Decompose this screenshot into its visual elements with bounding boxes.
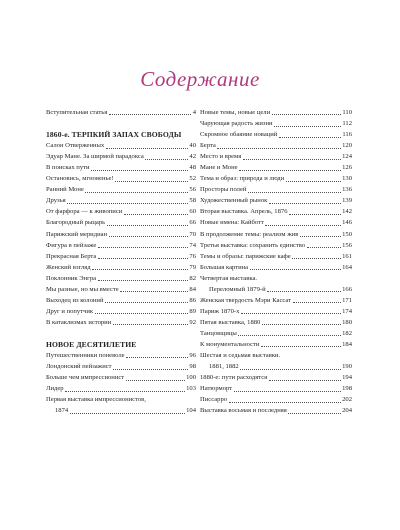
toc-entry: [46, 162, 196, 173]
toc-entry-page: 194: [342, 374, 352, 382]
toc-entry-page: 174: [342, 307, 352, 315]
toc-entry-page: 110: [342, 109, 352, 116]
toc-entry-page: 184: [342, 340, 352, 348]
toc-entry-title: Новые имена: Кайботт: [200, 219, 264, 227]
toc-entry-page: 103: [186, 385, 196, 393]
dot-leader: [217, 148, 340, 149]
section-heading-new-decade: НОВОЕ ДЕСЯТИЛЕТИЕ: [46, 339, 137, 349]
toc-entry: [200, 361, 352, 372]
toc-entry-page: 112: [342, 120, 352, 128]
toc-left-column: [46, 107, 196, 416]
toc-entry: [200, 129, 352, 140]
toc-entry-title: Путешественники поневоле: [46, 352, 125, 360]
toc-entry: [200, 229, 352, 240]
toc-entry: [46, 229, 196, 240]
dot-leader: [145, 159, 188, 160]
toc-entry-title: Мане и Моне: [200, 164, 238, 172]
dot-leader: [234, 391, 341, 392]
toc-entry: [46, 273, 196, 284]
toc-entry-page: 198: [342, 385, 352, 393]
dot-leader: [107, 225, 188, 226]
toc-entry-title: Прекрасная Берта: [46, 252, 97, 260]
toc-entry-page: 52: [189, 175, 196, 183]
toc-entry-title: 1874: [55, 407, 69, 415]
toc-entry-page: 124: [342, 153, 352, 161]
dot-leader: [92, 269, 188, 270]
toc-entry: [46, 240, 196, 251]
toc-entry-title: Выставка восьмая и последняя: [200, 407, 287, 415]
toc-entry: [46, 350, 196, 361]
dot-leader: [85, 192, 188, 193]
toc-entry: [46, 184, 196, 195]
toc-entry: [200, 162, 352, 173]
toc-entry-title: Натюрморт: [200, 385, 233, 393]
toc-entry-title: Фигура в пейзаже: [46, 241, 97, 249]
toc-entry-title: Писсарро: [200, 396, 228, 404]
dot-leader: [91, 170, 188, 171]
toc-entry: [46, 151, 196, 162]
toc-entry-title: Остановись, мгновенье!: [46, 175, 114, 183]
toc-entry: [46, 361, 196, 372]
toc-entry-title: В катаклизмах истории: [46, 318, 112, 326]
toc-entry-title: Первая выставка импрессионистов,: [46, 396, 146, 404]
toc-entry: [46, 195, 196, 206]
section-heading-1860s: 1860-е. ТЕРПКИЙ ЗАПАХ СВОБОДЫ: [46, 130, 182, 140]
toc-entry-title: 1880-е: пути расходятся: [200, 374, 268, 382]
toc-entry: [46, 383, 196, 394]
dot-leader: [269, 380, 341, 381]
toc-entry-title: Пятая выставка, 1880: [200, 318, 261, 326]
toc-entry: [200, 339, 352, 350]
toc-entry: [46, 306, 196, 317]
toc-entry-title: Благородный рыцарь: [46, 219, 106, 227]
toc-entry-page: 89: [189, 307, 196, 315]
toc-entry: [46, 251, 196, 262]
toc-entry: [46, 394, 196, 405]
toc-entry-title: Поклонник Энгра: [46, 274, 97, 282]
toc-entry: [200, 394, 352, 405]
dot-leader: [300, 236, 341, 237]
toc-entry-page: 180: [342, 318, 352, 326]
toc-entry: [46, 206, 196, 217]
dot-leader: [126, 357, 188, 358]
section-1860s-list: [46, 140, 196, 328]
toc-right-list: [200, 107, 352, 416]
dot-leader: [261, 346, 341, 347]
toc-entry: [200, 107, 352, 118]
dot-leader: [106, 148, 188, 149]
toc-entry-page: 92: [189, 318, 196, 326]
dot-leader: [241, 313, 341, 314]
dot-leader: [279, 137, 341, 138]
toc-entry-page: 4: [192, 109, 196, 116]
toc-entry-title: К монументальности: [200, 340, 260, 348]
toc-entry: [200, 262, 352, 273]
toc-entry-title: Салон Отверженных: [46, 142, 105, 150]
dot-leader: [67, 203, 188, 204]
toc-entry-title: Больше чем импрессионист: [46, 374, 125, 382]
toc-entry-title: 1881, 1882: [209, 363, 239, 371]
dot-leader: [293, 302, 341, 303]
dot-leader: [288, 413, 340, 414]
dot-leader: [286, 181, 341, 182]
dot-leader: [250, 269, 341, 270]
toc-entry: [46, 405, 196, 416]
toc-entry-page: 42: [189, 153, 196, 161]
toc-right-column: [200, 107, 352, 416]
toc-entry: [46, 317, 196, 328]
toc-entry: [200, 195, 352, 206]
toc-entry-page: 98: [189, 363, 196, 371]
toc-entry-title: Лондонский пейзажист: [46, 363, 112, 371]
toc-entry-title: Новые темы, новые цели: [200, 109, 271, 116]
toc-entry-title: В поисках пути: [46, 164, 90, 172]
toc-entry: [46, 217, 196, 228]
dot-leader: [98, 247, 188, 248]
toc-entry-title: Ранний Моне: [46, 186, 84, 194]
toc-entry-page: 182: [342, 329, 352, 337]
toc-entry-page: 70: [189, 230, 196, 238]
toc-entry-title: Четвертая выставка.: [200, 274, 258, 282]
toc-entry-title: Художественный рынок: [200, 197, 268, 205]
toc-entry-title: Парижский меридиан: [46, 230, 108, 238]
toc-entry-page: 204: [342, 407, 352, 415]
toc-entry: [46, 140, 196, 151]
toc-entry-page: 66: [189, 219, 196, 227]
dot-leader: [272, 114, 341, 115]
toc-entry-title: Место и время: [200, 153, 242, 161]
dot-leader: [126, 380, 185, 381]
toc-entry-title: Друг и попутчик: [46, 307, 94, 315]
dot-leader: [267, 291, 341, 292]
page-title: Содержание: [140, 67, 260, 91]
toc-entry-title: Лидер: [46, 385, 64, 393]
toc-entry-title: Шестая и седьмая выставки.: [200, 352, 281, 360]
toc-entry-title: Женская твердость Мэри Кассат: [200, 296, 292, 304]
dot-leader: [109, 114, 191, 115]
toc-entry: [200, 273, 352, 284]
toc-entry: [200, 217, 352, 228]
toc-entry: [200, 284, 352, 295]
dot-leader: [238, 335, 340, 336]
toc-entry-page: 56: [189, 186, 196, 194]
toc-entry-page: 74: [189, 241, 196, 249]
toc-entry-page: 161: [342, 252, 352, 260]
toc-entry: [200, 405, 352, 416]
dot-leader: [113, 369, 188, 370]
toc-entry-page: 104: [186, 407, 196, 415]
toc-entry: [200, 383, 352, 394]
section-new-decade-list: [46, 350, 196, 416]
toc-entry-title: Третья выставка: сохранить единство: [200, 241, 306, 249]
toc-entry-page: 166: [342, 285, 352, 293]
dot-leader: [229, 402, 341, 403]
toc-entry-title: Друзья: [46, 197, 66, 205]
toc-entry-title: Эдуар Мане. За ширмой парадокса: [46, 153, 144, 161]
toc-entry-title: Выходец из колоний: [46, 296, 104, 304]
toc-entry: [200, 184, 352, 195]
toc-entry-page: 164: [342, 263, 352, 271]
toc-entry-page: 58: [189, 197, 196, 205]
toc-entry-title: От фарфора — к живописи: [46, 208, 123, 216]
toc-entry-page: 202: [342, 396, 352, 404]
toc-entry-page: 139: [342, 197, 352, 205]
toc-entry-page: 84: [189, 285, 196, 293]
toc-entry: [200, 306, 352, 317]
toc-entry: [200, 251, 352, 262]
toc-entry: [46, 372, 196, 383]
dot-leader: [239, 170, 341, 171]
toc-entry-page: 146: [342, 219, 352, 227]
toc-entry-page: 136: [342, 186, 352, 194]
dot-leader: [292, 258, 340, 259]
toc-entry-page: 142: [342, 208, 352, 216]
dot-leader: [70, 413, 185, 414]
toc-entry: [200, 295, 352, 306]
toc-entry: [46, 284, 196, 295]
dot-leader: [307, 247, 341, 248]
toc-entry-title: Вторая выставка. Апрель, 1876: [200, 208, 288, 216]
toc-entry: [200, 350, 352, 361]
toc-entry-title: Переломный 1879-й: [209, 285, 266, 293]
toc-entry-page: 48: [189, 164, 196, 172]
dot-leader: [243, 159, 341, 160]
dot-leader: [274, 126, 341, 127]
toc-entry-page: 171: [342, 296, 352, 304]
toc-entry-page: 116: [342, 131, 352, 139]
dot-leader: [115, 181, 188, 182]
toc-entry-page: 156: [342, 241, 352, 249]
toc-entry-page: 60: [189, 208, 196, 216]
toc-entry-page: 190: [342, 363, 352, 371]
toc-entry-intro: [46, 107, 196, 118]
dot-leader: [65, 391, 185, 392]
toc-entry-title: Скромное обаяние новаций: [200, 131, 278, 139]
toc-entry-page: 86: [189, 296, 196, 304]
toc-entry: [200, 140, 352, 151]
dot-leader: [265, 225, 340, 226]
toc-entry: [46, 173, 196, 184]
dot-leader: [262, 324, 341, 325]
dot-leader: [98, 258, 188, 259]
toc-entry: [46, 295, 196, 306]
toc-entry-title: Женский взгляд: [46, 263, 91, 271]
toc-entry: [200, 328, 352, 339]
toc-entry-page: 79: [189, 263, 196, 271]
dot-leader: [248, 192, 341, 193]
dot-leader: [98, 280, 188, 281]
toc-entry: [200, 173, 352, 184]
toc-entry-title: Темы и образы: парижские кафе: [200, 252, 291, 260]
toc-entry-title: Просторы полей: [200, 186, 247, 194]
toc-entry-page: 126: [342, 164, 352, 172]
toc-entry-title: Чарующая радость жизни: [200, 120, 273, 128]
dot-leader: [124, 214, 188, 215]
dot-leader: [95, 313, 188, 314]
toc-entry: [200, 317, 352, 328]
toc-entry-title: Берта: [200, 142, 216, 150]
dot-leader: [240, 369, 340, 370]
dot-leader: [269, 203, 341, 204]
toc-entry: [200, 151, 352, 162]
toc-entry-title: Вступительная статья: [46, 109, 108, 116]
toc-entry-title: Танцовщицы: [200, 329, 237, 337]
toc-entry-title: Тема и образ: природа и люди: [200, 175, 285, 183]
toc-entry-page: 40: [189, 142, 196, 150]
toc-entry-page: 100: [186, 374, 196, 382]
toc-entry: [200, 240, 352, 251]
toc-entry: [200, 118, 352, 129]
toc-entry-page: 82: [189, 274, 196, 282]
toc-entry: [200, 372, 352, 383]
dot-leader: [120, 291, 188, 292]
toc-entry-page: 96: [189, 352, 196, 360]
toc-entry: [200, 206, 352, 217]
toc-entry-title: Мы разные, но мы вместе: [46, 285, 119, 293]
dot-leader: [289, 214, 341, 215]
toc-entry-page: 150: [342, 230, 352, 238]
toc-entry-title: В продолжение темы: реализм жив: [200, 230, 299, 238]
toc-entry-title: Большая картина: [200, 263, 249, 271]
dot-leader: [109, 236, 188, 237]
toc-entry: [46, 262, 196, 273]
toc-entry-page: 130: [342, 175, 352, 183]
dot-leader: [105, 302, 188, 303]
toc-entry-page: 76: [189, 252, 196, 260]
toc-entry-page: 120: [342, 142, 352, 150]
dot-leader: [113, 324, 188, 325]
toc-entry-title: Париж 1870-х: [200, 307, 240, 315]
